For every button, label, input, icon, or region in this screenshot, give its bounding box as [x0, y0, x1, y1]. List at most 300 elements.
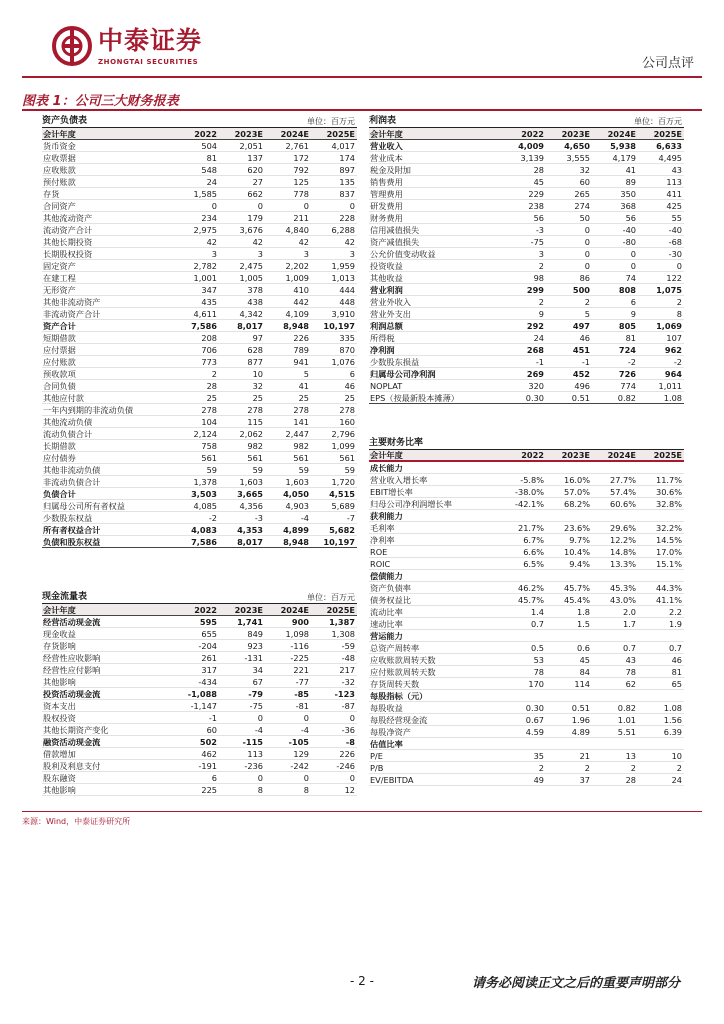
- cell-value: 0.82: [617, 392, 636, 403]
- cash-flow-table: [42, 592, 357, 796]
- table-row: [42, 760, 357, 772]
- year-header: 2025E: [653, 128, 682, 139]
- cell-value: 299: [526, 284, 544, 295]
- table-row: [42, 652, 357, 664]
- cell-value: -40: [668, 224, 682, 235]
- cell-value: 46.2%: [517, 582, 544, 593]
- cell-value: 628: [247, 344, 263, 355]
- cell-value: 221: [293, 664, 309, 675]
- cell-value: 15.1%: [655, 558, 682, 569]
- cell-value: 774: [620, 380, 636, 391]
- cell-value: 4,650: [564, 140, 590, 151]
- cell-value: 225: [201, 784, 217, 795]
- cell-value: 2: [211, 368, 217, 379]
- cell-value: -246: [336, 760, 355, 771]
- cell-value: 11.7%: [655, 474, 682, 485]
- cell-value: 1,603: [239, 476, 263, 487]
- cell-value: 805: [618, 320, 636, 331]
- row-label: 存货: [43, 188, 60, 199]
- cell-value: 1,005: [239, 272, 263, 283]
- table-row: [369, 606, 684, 618]
- row-label: 净利润: [370, 344, 395, 355]
- cell-value: 10: [671, 750, 682, 761]
- cell-value: -225: [290, 652, 309, 663]
- cell-value: 57.0%: [563, 486, 590, 497]
- cell-value: 2: [538, 260, 544, 271]
- cell-value: 226: [293, 332, 309, 343]
- cell-value: -4: [254, 724, 263, 735]
- cell-value: 41.1%: [655, 594, 682, 605]
- cell-value: 55: [671, 212, 682, 223]
- row-label: 少数股东权益: [43, 512, 93, 523]
- cell-value: 211: [293, 212, 309, 223]
- cell-value: 32: [579, 164, 590, 175]
- row-label: 税金及附加: [370, 164, 411, 175]
- row-label: 营运能力: [370, 630, 403, 641]
- cell-value: 7,586: [191, 536, 217, 547]
- year-header: 2025E: [653, 450, 682, 460]
- cell-value: 269: [526, 368, 544, 379]
- cell-value: -1,147: [190, 700, 217, 711]
- cell-value: 10: [252, 368, 263, 379]
- row-label: 预收款项: [43, 368, 76, 379]
- cell-value: 6.7%: [523, 534, 544, 545]
- cell-value: -75: [249, 700, 263, 711]
- cell-value: 24: [533, 332, 544, 343]
- cell-value: 25: [344, 392, 355, 403]
- table-row: [369, 200, 684, 212]
- cell-value: 0: [584, 260, 590, 271]
- table-row: [42, 748, 357, 760]
- cell-value: 59: [344, 464, 355, 475]
- cell-value: 9: [538, 308, 544, 319]
- year-header: 2023E: [561, 450, 590, 460]
- cell-value: 226: [339, 748, 355, 759]
- cell-value: -36: [341, 724, 355, 735]
- cell-value: 7,586: [191, 320, 217, 331]
- cell-value: 8: [676, 308, 682, 319]
- cell-value: 86: [579, 272, 590, 283]
- cell-value: 6,633: [656, 140, 682, 151]
- table-row: [369, 368, 684, 380]
- table-row: [369, 236, 684, 248]
- row-label: 偿债能力: [370, 570, 403, 581]
- row-label: 其他影响: [43, 676, 76, 687]
- cell-value: 4,356: [239, 500, 263, 511]
- figure-title-divider: [22, 109, 702, 111]
- cell-value: 122: [666, 272, 682, 283]
- year-header: 2022: [521, 450, 544, 460]
- cell-value: 172: [293, 152, 309, 163]
- cell-value: 0.7: [668, 642, 682, 653]
- cell-value: -2: [208, 512, 217, 523]
- cell-value: 1.01: [617, 714, 636, 725]
- cell-value: -5.8%: [520, 474, 544, 485]
- cell-value: 1.08: [663, 392, 682, 403]
- cell-value: -3: [535, 224, 544, 235]
- table-row: [369, 380, 684, 392]
- cell-value: 2,975: [193, 224, 217, 235]
- table-row: [369, 320, 684, 332]
- row-label: 应收账款: [43, 164, 76, 175]
- row-label: 在建工程: [43, 272, 76, 283]
- cell-value: 1.8: [576, 606, 590, 617]
- cell-value: 350: [620, 188, 636, 199]
- row-label: 股利及利息支付: [43, 760, 101, 771]
- table-row: [42, 320, 357, 332]
- row-label: NOPLAT: [370, 380, 403, 391]
- table-row: [369, 642, 684, 654]
- cell-value: 28: [625, 774, 636, 785]
- cell-value: 89: [625, 176, 636, 187]
- cell-value: -77: [295, 676, 309, 687]
- table-header-row: [369, 450, 684, 462]
- cell-value: 208: [201, 332, 217, 343]
- cell-value: 8: [257, 784, 263, 795]
- cell-value: -40: [622, 224, 636, 235]
- table-row: [369, 248, 684, 260]
- cell-value: 174: [339, 152, 355, 163]
- cell-value: 81: [625, 332, 636, 343]
- cell-value: 561: [201, 452, 217, 463]
- cell-value: 504: [201, 140, 217, 151]
- table-row: [369, 774, 684, 786]
- row-label: 归属母公司净利润: [370, 368, 436, 379]
- row-label: 债务权益比: [370, 594, 411, 605]
- cell-value: 278: [339, 404, 355, 415]
- table-row: [369, 284, 684, 296]
- cell-value: 2,782: [193, 260, 217, 271]
- cell-value: 595: [199, 616, 217, 627]
- cell-value: 45.7%: [517, 594, 544, 605]
- cell-value: -116: [290, 640, 309, 651]
- cell-value: 2,062: [239, 428, 263, 439]
- cell-value: -115: [242, 736, 263, 747]
- cell-value: 502: [199, 736, 217, 747]
- cell-value: -434: [198, 676, 217, 687]
- cell-value: 278: [247, 404, 263, 415]
- cell-value: 3,503: [191, 488, 217, 499]
- row-label: 估值比率: [370, 738, 403, 749]
- logo-text-en: ZHONGTAI SECURITIES: [98, 58, 199, 66]
- cell-value: 4,903: [285, 500, 309, 511]
- cell-value: 3: [349, 248, 355, 259]
- cell-value: 1,001: [193, 272, 217, 283]
- row-label: 总资产周转率: [370, 642, 420, 653]
- cell-value: 43: [671, 164, 682, 175]
- cell-value: 941: [293, 356, 309, 367]
- page-header: [0, 0, 724, 80]
- cell-value: 34: [252, 664, 263, 675]
- cell-value: 0.51: [571, 702, 590, 713]
- row-label: 合同负债: [43, 380, 76, 391]
- cell-value: 12: [344, 784, 355, 795]
- row-label: 流动负债合计: [43, 428, 93, 439]
- row-label: 存货影响: [43, 640, 76, 651]
- table-header-row: [369, 128, 684, 140]
- table-row: [369, 462, 684, 474]
- year-header: 2024E: [280, 128, 309, 139]
- cell-value: 2,202: [285, 260, 309, 271]
- cell-value: 2,475: [239, 260, 263, 271]
- cell-value: -4: [300, 724, 309, 735]
- cell-value: 451: [572, 344, 590, 355]
- cell-value: 32.8%: [655, 498, 682, 509]
- cell-value: 1.96: [571, 714, 590, 725]
- table-row: [42, 676, 357, 688]
- cell-value: 1.56: [663, 714, 682, 725]
- table-row: [369, 176, 684, 188]
- table-row: [369, 654, 684, 666]
- cell-value: 849: [247, 628, 263, 639]
- cell-value: 160: [339, 416, 355, 427]
- cell-value: -85: [294, 688, 309, 699]
- row-label: 其他流动资产: [43, 212, 93, 223]
- cell-value: 43.0%: [609, 594, 636, 605]
- cell-value: 442: [293, 296, 309, 307]
- row-label: 负债合计: [43, 488, 76, 499]
- cell-value: -242: [290, 760, 309, 771]
- cell-value: 1.7: [622, 618, 636, 629]
- cell-value: 65: [671, 678, 682, 689]
- cell-value: -1: [208, 712, 217, 723]
- cell-value: 0: [303, 772, 309, 783]
- row-label: 其他长期投资: [43, 236, 93, 247]
- row-label: 股权投资: [43, 712, 76, 723]
- row-label: 资产合计: [43, 320, 76, 331]
- table-row: [42, 512, 357, 524]
- row-label: 长期借款: [43, 440, 76, 451]
- table-row: [369, 750, 684, 762]
- cell-value: 4,515: [329, 488, 355, 499]
- cell-value: 620: [247, 164, 263, 175]
- cell-value: 37: [579, 774, 590, 785]
- year-header: 2023E: [561, 128, 590, 139]
- row-label: 净利率: [370, 534, 395, 545]
- cell-value: 0.67: [525, 714, 544, 725]
- table-row: [369, 188, 684, 200]
- row-label: 每股净资产: [370, 726, 411, 737]
- cell-value: 6.6%: [523, 546, 544, 557]
- row-label: EPS（按最新股本摊薄）: [370, 392, 459, 403]
- cell-value: 964: [664, 368, 682, 379]
- cell-value: 59: [252, 464, 263, 475]
- cell-value: 35: [533, 750, 544, 761]
- cell-value: 0.7: [622, 642, 636, 653]
- cell-value: 14.8%: [609, 546, 636, 557]
- table-row: [42, 700, 357, 712]
- source-note: 来源：Wind，中泰证券研究所: [22, 817, 131, 826]
- year-header: 2024E: [607, 450, 636, 460]
- cell-value: 32: [252, 380, 263, 391]
- cell-value: 0: [584, 224, 590, 235]
- table-row: [42, 248, 357, 260]
- cell-value: 724: [618, 344, 636, 355]
- cell-value: -191: [198, 760, 217, 771]
- row-label: 每股指标（元）: [370, 690, 428, 701]
- unit-label: 单位：百万元: [307, 117, 355, 126]
- cell-value: -30: [668, 248, 682, 259]
- table-row: [42, 500, 357, 512]
- cell-value: 335: [339, 332, 355, 343]
- cell-value: 778: [293, 188, 309, 199]
- cell-value: 561: [293, 452, 309, 463]
- row-label: 营业收入增长率: [370, 474, 428, 485]
- section-title: 资产负债表: [42, 116, 88, 126]
- cell-value: 13.3%: [609, 558, 636, 569]
- cell-value: 317: [201, 664, 217, 675]
- row-label: 归属母公司所有者权益: [43, 500, 125, 511]
- cell-value: -68: [668, 236, 682, 247]
- table-row: [42, 176, 357, 188]
- cell-value: 870: [339, 344, 355, 355]
- cell-value: -1: [535, 356, 544, 367]
- cell-value: 27.7%: [609, 474, 636, 485]
- cell-value: 4.89: [571, 726, 590, 737]
- table-row: [42, 212, 357, 224]
- cell-value: 141: [293, 416, 309, 427]
- table-row: [42, 664, 357, 676]
- cell-value: 217: [339, 664, 355, 675]
- cell-value: 877: [247, 356, 263, 367]
- cell-value: 60: [579, 176, 590, 187]
- table-row: [369, 510, 684, 522]
- cell-value: 1,069: [656, 320, 682, 331]
- cell-value: 0: [303, 200, 309, 211]
- cell-value: 462: [201, 748, 217, 759]
- table-row: [42, 392, 357, 404]
- cell-value: 837: [339, 188, 355, 199]
- cell-value: 12.2%: [609, 534, 636, 545]
- cell-value: 46: [579, 332, 590, 343]
- cell-value: 2: [584, 762, 590, 773]
- cell-value: 46: [671, 654, 682, 665]
- cell-value: 2: [676, 762, 682, 773]
- cell-value: 274: [574, 200, 590, 211]
- cell-value: 1,387: [329, 616, 355, 627]
- cell-value: 45.3%: [609, 582, 636, 593]
- row-label: 非流动负债合计: [43, 476, 101, 487]
- row-label: 所得税: [370, 332, 395, 343]
- row-label: 少数股东损益: [370, 356, 420, 367]
- cell-value: 378: [247, 284, 263, 295]
- cell-value: 21.7%: [517, 522, 544, 533]
- year-header: 2024E: [607, 128, 636, 139]
- section-heading: [369, 438, 684, 450]
- table-row: [369, 332, 684, 344]
- table-row: [369, 140, 684, 152]
- table-row: [369, 666, 684, 678]
- table-row: [42, 428, 357, 440]
- table-row: [369, 344, 684, 356]
- cell-value: 0: [349, 712, 355, 723]
- table-row: [42, 356, 357, 368]
- year-header: 2025E: [326, 128, 355, 139]
- cell-value: 425: [666, 200, 682, 211]
- doc-type-label: 公司点评: [641, 56, 694, 71]
- header-divider: [22, 76, 702, 78]
- table-row: [42, 284, 357, 296]
- row-label: 长期股权投资: [43, 248, 93, 259]
- table-row: [42, 224, 357, 236]
- cell-value: 3: [303, 248, 309, 259]
- row-label: 营业外收入: [370, 296, 411, 307]
- cell-value: 452: [572, 368, 590, 379]
- cell-value: 10,197: [323, 536, 355, 547]
- row-label: 利润总额: [370, 320, 403, 331]
- cell-value: 662: [247, 188, 263, 199]
- cell-value: 5.51: [617, 726, 636, 737]
- cell-value: 57.4%: [609, 486, 636, 497]
- cell-value: 368: [620, 200, 636, 211]
- cell-value: 45: [579, 654, 590, 665]
- cell-value: 45.4%: [563, 594, 590, 605]
- cell-value: -3: [254, 512, 263, 523]
- year-header: 2023E: [234, 604, 263, 615]
- cell-value: 435: [201, 296, 217, 307]
- table-row: [369, 678, 684, 690]
- row-label: 其他收益: [370, 272, 403, 283]
- cell-value: 24: [671, 774, 682, 785]
- row-label: 流动比率: [370, 606, 403, 617]
- cell-value: 410: [293, 284, 309, 295]
- cell-value: 0.30: [525, 702, 544, 713]
- table-header-row: [42, 128, 357, 140]
- row-label: 营业外支出: [370, 308, 411, 319]
- row-label: EV/EBITDA: [370, 774, 414, 785]
- cell-value: 444: [339, 284, 355, 295]
- table-row: [42, 188, 357, 200]
- table-row: [369, 272, 684, 284]
- row-label: 负债和股东权益: [43, 536, 101, 547]
- cell-value: 8,948: [283, 320, 309, 331]
- row-label: 研发费用: [370, 200, 403, 211]
- cell-value: 28: [533, 164, 544, 175]
- header-label: 会计年度: [43, 604, 76, 615]
- cell-value: 137: [247, 152, 263, 163]
- cell-value: 9.4%: [569, 558, 590, 569]
- cell-value: 8,017: [237, 320, 263, 331]
- header-label: 会计年度: [370, 128, 403, 139]
- row-label: 管理费用: [370, 188, 403, 199]
- table-row: [369, 474, 684, 486]
- cell-value: 45: [533, 176, 544, 187]
- row-label: 信用减值损失: [370, 224, 420, 235]
- cell-value: 2,447: [285, 428, 309, 439]
- row-label: 每股收益: [370, 702, 403, 713]
- cell-value: -48: [341, 652, 355, 663]
- table-row: [42, 736, 357, 748]
- cell-value: 0: [676, 260, 682, 271]
- cell-value: 113: [666, 176, 682, 187]
- row-label: 投资收益: [370, 260, 403, 271]
- cell-value: 1,585: [193, 188, 217, 199]
- table-row: [369, 738, 684, 750]
- cell-value: 74: [625, 272, 636, 283]
- cell-value: 265: [574, 188, 590, 199]
- row-label: 一年内到期的非流动负债: [43, 404, 134, 415]
- cell-value: 0.82: [617, 702, 636, 713]
- row-label: 归母公司净利润增长率: [370, 498, 452, 509]
- cell-value: 0: [257, 200, 263, 211]
- cell-value: 30.6%: [655, 486, 682, 497]
- cell-value: 773: [201, 356, 217, 367]
- cell-value: 548: [201, 164, 217, 175]
- row-label: 财务费用: [370, 212, 403, 223]
- cell-value: 5: [303, 368, 309, 379]
- row-label: 资产负债率: [370, 582, 411, 593]
- cell-value: 4,840: [285, 224, 309, 235]
